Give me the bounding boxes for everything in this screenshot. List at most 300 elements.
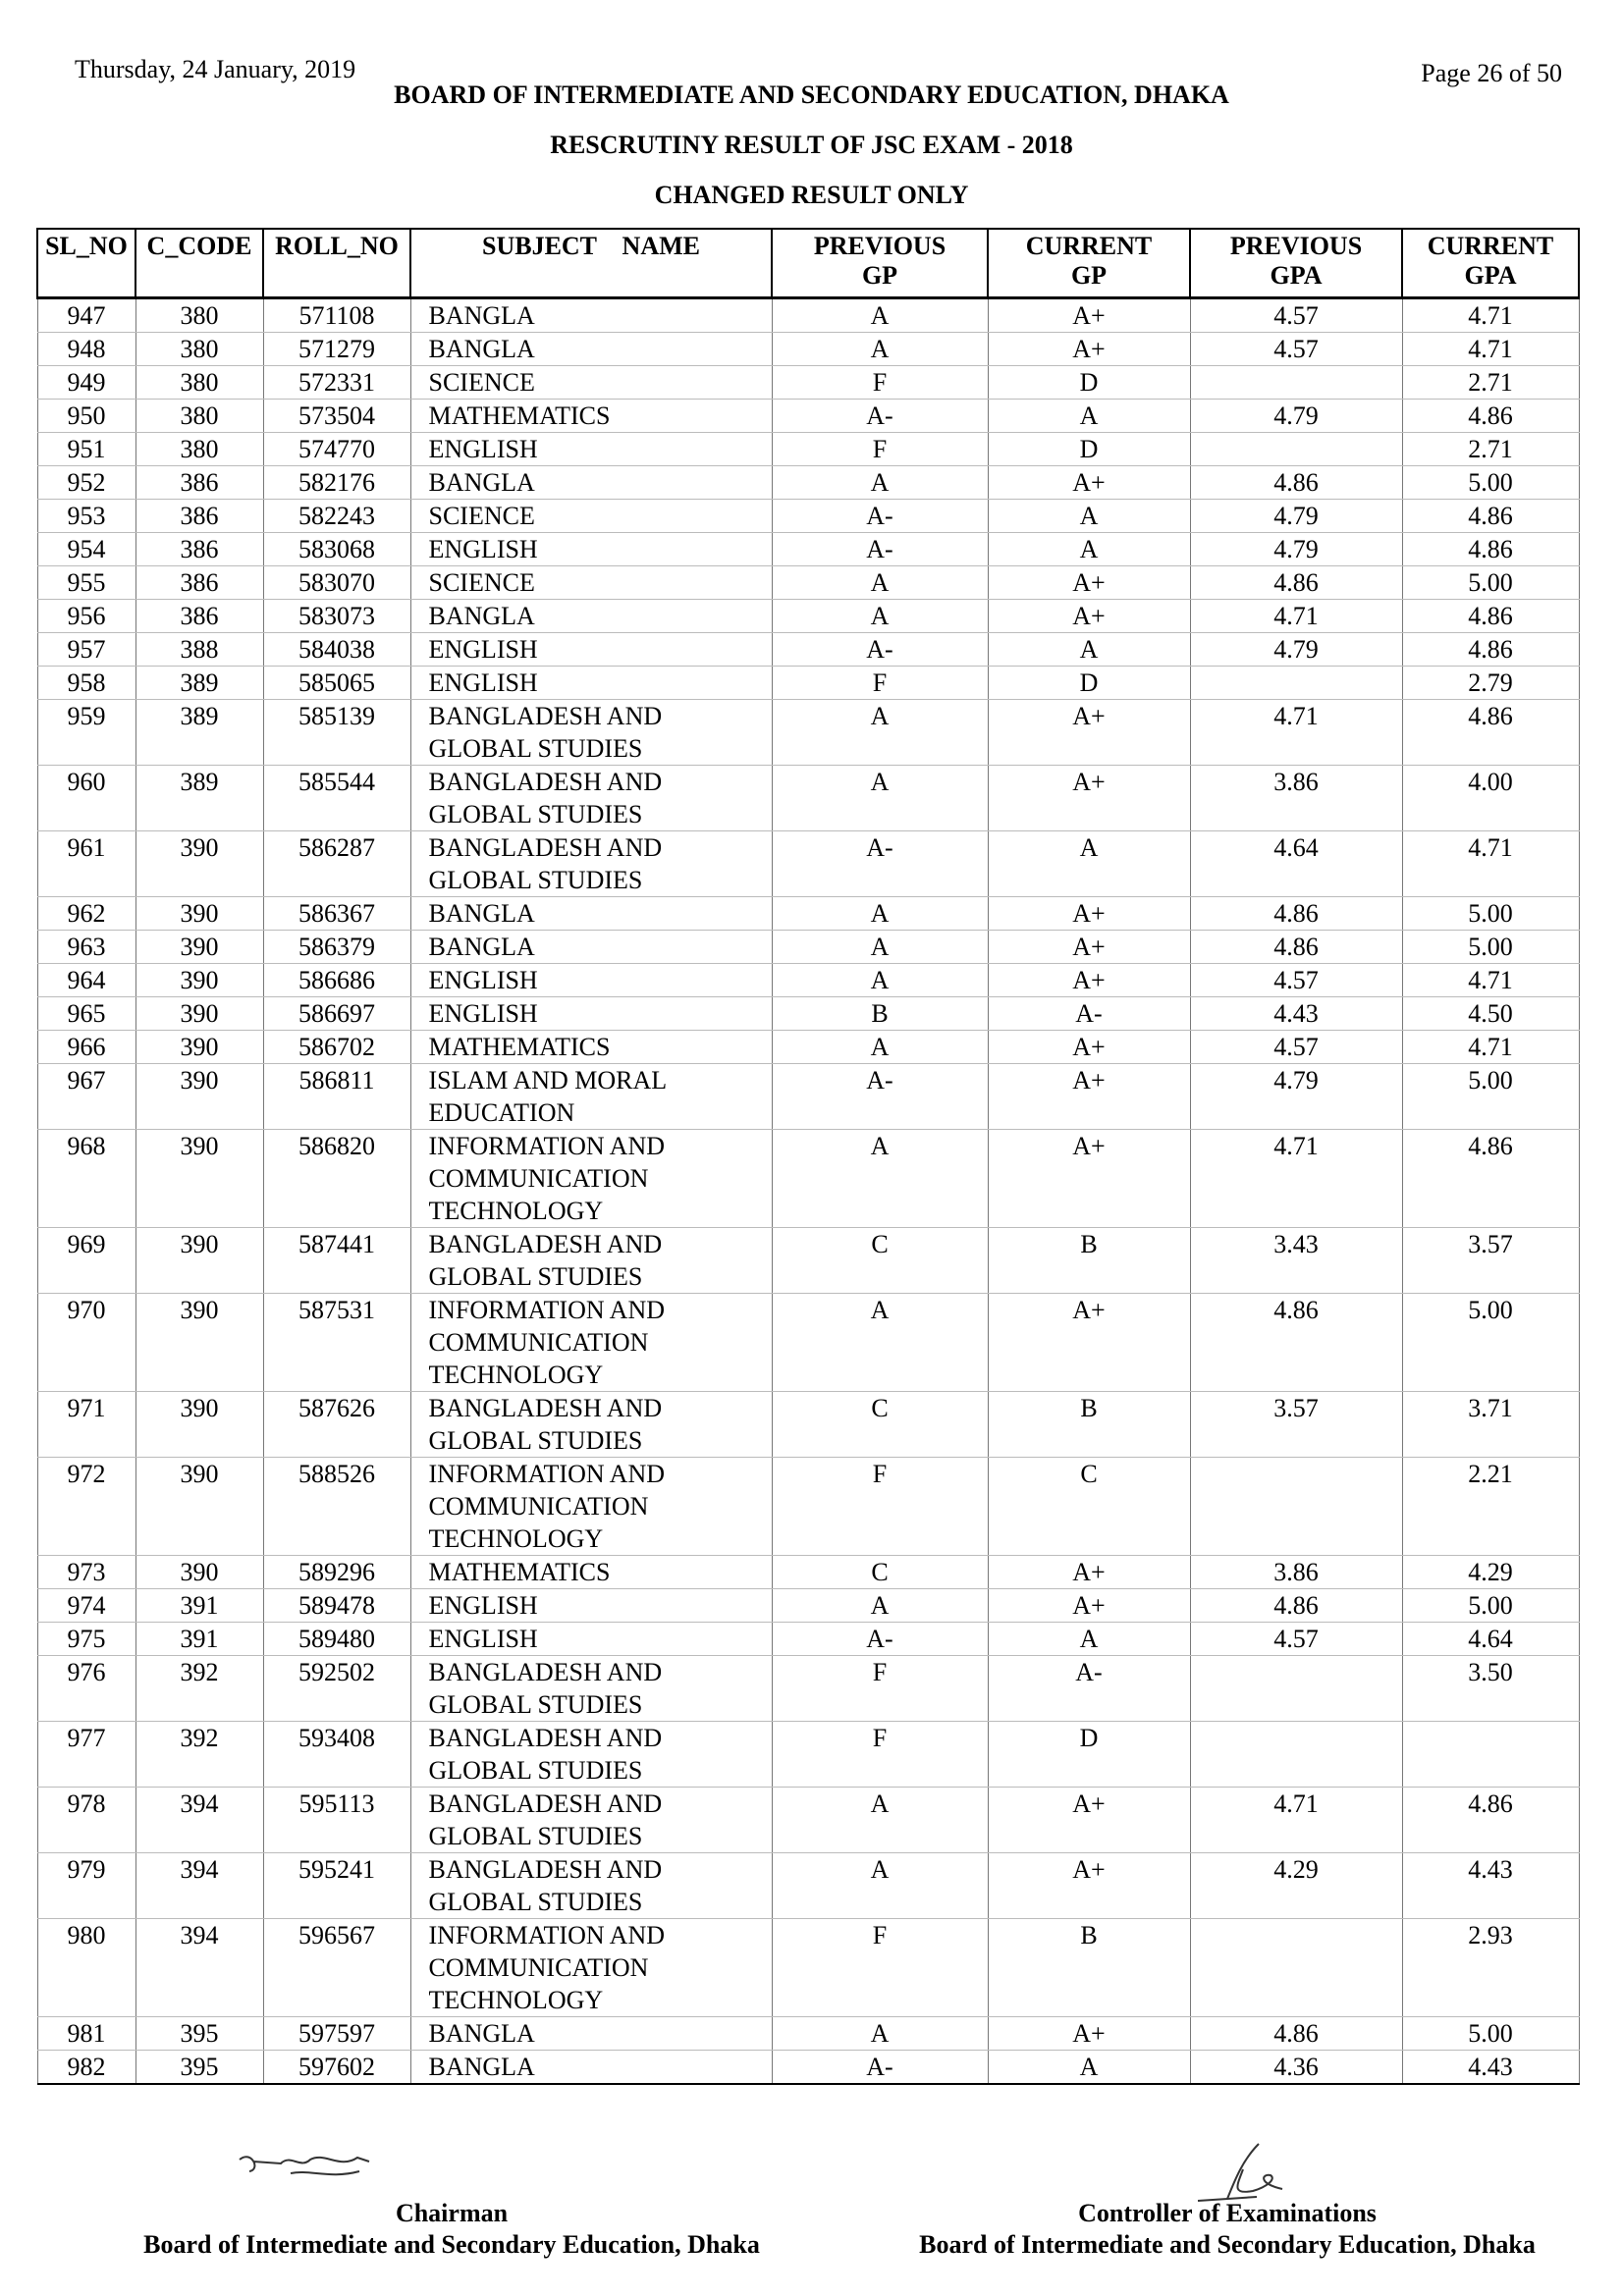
cell-c-code: 380: [135, 366, 263, 400]
cell-subject: [410, 831, 772, 897]
cell-sl-no: 971: [37, 1392, 135, 1458]
cell-roll-no: 583070: [263, 566, 410, 600]
table-row: [37, 500, 1579, 533]
cell-sl-no: 978: [37, 1788, 135, 1853]
cell-previous-gpa: 4.86: [1190, 897, 1402, 931]
cell-current-gpa: 5.00: [1402, 897, 1579, 931]
cell-previous-gp: C: [772, 1556, 988, 1589]
table-row: [37, 533, 1579, 566]
cell-roll-no: 586811: [263, 1064, 410, 1130]
cell-current-gpa: 3.71: [1402, 1392, 1579, 1458]
cell-current-gp: A+: [988, 466, 1190, 500]
cell-current-gp: D: [988, 667, 1190, 700]
cell-current-gp: A-: [988, 1656, 1190, 1722]
subject-line: BANGLA: [428, 2019, 535, 2048]
cell-roll-no: 571279: [263, 333, 410, 366]
cell-previous-gp: A-: [772, 400, 988, 433]
cell-subject: [410, 766, 772, 831]
col-header-current-gpa: CURRENT GPA: [1402, 229, 1579, 298]
cell-c-code: 388: [135, 633, 263, 667]
cell-current-gpa: 4.64: [1402, 1623, 1579, 1656]
cell-previous-gpa: 4.86: [1190, 931, 1402, 964]
table-row: [37, 700, 1579, 766]
cell-c-code: 390: [135, 1294, 263, 1392]
subject-line: MATHEMATICS: [428, 401, 611, 430]
cell-previous-gp: F: [772, 667, 988, 700]
cell-current-gpa: 4.50: [1402, 997, 1579, 1031]
cell-subject: [410, 1392, 772, 1458]
cell-previous-gpa: 4.57: [1190, 333, 1402, 366]
subject-line: BANGLADESH AND: [428, 1789, 663, 1818]
controller-title: Controller of Examinations: [1078, 2199, 1377, 2227]
cell-roll-no: 583068: [263, 533, 410, 566]
table-row: [37, 366, 1579, 400]
subject-line: ENGLISH: [428, 1591, 538, 1620]
cell-previous-gpa: [1190, 667, 1402, 700]
table-row: [37, 1656, 1579, 1722]
cell-sl-no: 979: [37, 1853, 135, 1919]
cell-current-gp: A+: [988, 1556, 1190, 1589]
cell-previous-gp: A-: [772, 2051, 988, 2085]
cell-sl-no: 959: [37, 700, 135, 766]
cell-sl-no: 947: [37, 298, 135, 333]
cell-current-gpa: 4.29: [1402, 1556, 1579, 1589]
cell-previous-gpa: 4.86: [1190, 1294, 1402, 1392]
subject-line: BANGLA: [428, 933, 535, 961]
exam-title: RESCRUTINY RESULT OF JSC EXAM - 2018: [550, 131, 1073, 159]
cell-roll-no: 585065: [263, 667, 410, 700]
cell-subject: [410, 298, 772, 333]
subject-line: COMMUNICATION: [428, 1328, 649, 1357]
cell-c-code: 390: [135, 831, 263, 897]
cell-previous-gpa: 4.79: [1190, 533, 1402, 566]
cell-previous-gp: A-: [772, 533, 988, 566]
cell-current-gpa: 2.93: [1402, 1919, 1579, 2017]
cell-subject: [410, 2017, 772, 2051]
cell-current-gpa: 2.71: [1402, 433, 1579, 466]
cell-previous-gp: A-: [772, 633, 988, 667]
cell-subject: [410, 667, 772, 700]
cell-current-gp: A+: [988, 298, 1190, 333]
subject-line: GLOBAL STUDIES: [428, 1426, 643, 1455]
cell-previous-gpa: 4.86: [1190, 1589, 1402, 1623]
cell-c-code: 390: [135, 1556, 263, 1589]
cell-previous-gpa: 3.86: [1190, 1556, 1402, 1589]
cell-c-code: 386: [135, 533, 263, 566]
subject-line: GLOBAL STUDIES: [428, 866, 643, 894]
cell-current-gpa: 4.71: [1402, 831, 1579, 897]
subject-line: SCIENCE: [428, 502, 535, 530]
cell-current-gpa: 4.86: [1402, 500, 1579, 533]
subject-line: BANGLA: [428, 468, 535, 497]
table-row: [37, 433, 1579, 466]
cell-current-gp: A+: [988, 1294, 1190, 1392]
cell-c-code: 386: [135, 466, 263, 500]
cell-current-gp: A+: [988, 897, 1190, 931]
cell-previous-gp: A: [772, 1294, 988, 1392]
subject-line: COMMUNICATION: [428, 1953, 649, 1982]
cell-c-code: 380: [135, 433, 263, 466]
subject-line: INFORMATION AND: [428, 1132, 666, 1160]
table-row: [37, 1031, 1579, 1064]
table-row: [37, 633, 1579, 667]
subject-line: TECHNOLOGY: [428, 1524, 604, 1553]
cell-roll-no: 595241: [263, 1853, 410, 1919]
cell-roll-no: 586697: [263, 997, 410, 1031]
cell-roll-no: 588526: [263, 1458, 410, 1556]
cell-previous-gpa: 4.29: [1190, 1853, 1402, 1919]
cell-previous-gp: B: [772, 997, 988, 1031]
cell-previous-gp: A-: [772, 831, 988, 897]
cell-c-code: 390: [135, 1031, 263, 1064]
cell-sl-no: 981: [37, 2017, 135, 2051]
cell-previous-gpa: [1190, 433, 1402, 466]
cell-previous-gpa: [1190, 1722, 1402, 1788]
cell-c-code: 389: [135, 766, 263, 831]
cell-c-code: 386: [135, 600, 263, 633]
cell-subject: [410, 466, 772, 500]
cell-previous-gp: A: [772, 1788, 988, 1853]
cell-subject: [410, 931, 772, 964]
table-row: [37, 2051, 1579, 2085]
cell-previous-gpa: 4.79: [1190, 1064, 1402, 1130]
cell-roll-no: 571108: [263, 298, 410, 333]
cell-previous-gpa: 4.86: [1190, 2017, 1402, 2051]
cell-subject: [410, 1458, 772, 1556]
cell-sl-no: 956: [37, 600, 135, 633]
cell-current-gp: A: [988, 633, 1190, 667]
cell-c-code: 390: [135, 1130, 263, 1228]
cell-current-gpa: 5.00: [1402, 1589, 1579, 1623]
cell-previous-gpa: 4.71: [1190, 600, 1402, 633]
col-header-sl-no: SL_NO: [37, 229, 135, 298]
cell-c-code: 390: [135, 931, 263, 964]
cell-sl-no: 970: [37, 1294, 135, 1392]
subject-line: BANGLA: [428, 2053, 535, 2081]
subject-line: SCIENCE: [428, 368, 535, 397]
cell-current-gp: A+: [988, 1064, 1190, 1130]
cell-c-code: 395: [135, 2017, 263, 2051]
cell-current-gp: A: [988, 500, 1190, 533]
cell-sl-no: 958: [37, 667, 135, 700]
cell-c-code: 380: [135, 333, 263, 366]
cell-previous-gp: A: [772, 1589, 988, 1623]
cell-subject: [410, 700, 772, 766]
table-row: [37, 333, 1579, 366]
cell-c-code: 392: [135, 1656, 263, 1722]
cell-roll-no: 593408: [263, 1722, 410, 1788]
cell-previous-gp: F: [772, 1656, 988, 1722]
cell-sl-no: 960: [37, 766, 135, 831]
cell-roll-no: 572331: [263, 366, 410, 400]
cell-roll-no: 587626: [263, 1392, 410, 1458]
cell-sl-no: 973: [37, 1556, 135, 1589]
subject-line: COMMUNICATION: [428, 1164, 649, 1193]
cell-current-gpa: 4.86: [1402, 1130, 1579, 1228]
cell-sl-no: 962: [37, 897, 135, 931]
cell-roll-no: 587441: [263, 1228, 410, 1294]
cell-current-gpa: 5.00: [1402, 466, 1579, 500]
subject-line: SCIENCE: [428, 568, 535, 597]
cell-subject: [410, 1556, 772, 1589]
subject-line: BANGLADESH AND: [428, 702, 663, 730]
cell-previous-gpa: 3.57: [1190, 1392, 1402, 1458]
cell-previous-gp: A: [772, 566, 988, 600]
cell-sl-no: 974: [37, 1589, 135, 1623]
cell-roll-no: 592502: [263, 1656, 410, 1722]
cell-subject: [410, 1130, 772, 1228]
cell-current-gp: C: [988, 1458, 1190, 1556]
cell-current-gp: A+: [988, 566, 1190, 600]
cell-previous-gp: F: [772, 1722, 988, 1788]
table-row: [37, 298, 1579, 333]
cell-roll-no: 586287: [263, 831, 410, 897]
table-row: [37, 566, 1579, 600]
cell-c-code: 380: [135, 400, 263, 433]
subject-line: ENGLISH: [428, 668, 538, 697]
cell-previous-gpa: [1190, 1458, 1402, 1556]
col-header-current-gp: CURRENT GP: [988, 229, 1190, 298]
cell-subject: [410, 500, 772, 533]
cell-previous-gp: A: [772, 964, 988, 997]
cell-subject: [410, 997, 772, 1031]
subject-line: MATHEMATICS: [428, 1033, 611, 1061]
subject-line: BANGLADESH AND: [428, 1394, 663, 1422]
subject-line: ENGLISH: [428, 635, 538, 664]
cell-sl-no: 968: [37, 1130, 135, 1228]
cell-sl-no: 948: [37, 333, 135, 366]
cell-previous-gp: A-: [772, 500, 988, 533]
cell-current-gp: D: [988, 366, 1190, 400]
subject-line: BANGLADESH AND: [428, 768, 663, 796]
cell-previous-gp: F: [772, 1919, 988, 2017]
subject-line: BANGLA: [428, 899, 535, 928]
cell-subject: [410, 433, 772, 466]
subject-line: BANGLA: [428, 602, 535, 630]
table-row: [37, 897, 1579, 931]
subject-line: COMMUNICATION: [428, 1492, 649, 1521]
cell-previous-gp: A: [772, 333, 988, 366]
cell-c-code: 390: [135, 1064, 263, 1130]
cell-roll-no: 584038: [263, 633, 410, 667]
cell-previous-gpa: 4.57: [1190, 1623, 1402, 1656]
cell-current-gpa: [1402, 1722, 1579, 1788]
result-subtitle: CHANGED RESULT ONLY: [654, 181, 969, 209]
cell-sl-no: 982: [37, 2051, 135, 2085]
cell-c-code: 389: [135, 700, 263, 766]
cell-c-code: 389: [135, 667, 263, 700]
cell-subject: [410, 1031, 772, 1064]
cell-previous-gpa: 4.71: [1190, 1788, 1402, 1853]
cell-sl-no: 963: [37, 931, 135, 964]
subject-line: GLOBAL STUDIES: [428, 1888, 643, 1916]
cell-roll-no: 586379: [263, 931, 410, 964]
subject-line: BANGLADESH AND: [428, 1855, 663, 1884]
board-title: BOARD OF INTERMEDIATE AND SECONDARY EDUCATION, DHAKA: [394, 80, 1229, 109]
cell-sl-no: 966: [37, 1031, 135, 1064]
cell-roll-no: 586702: [263, 1031, 410, 1064]
table-row: [37, 600, 1579, 633]
cell-roll-no: 587531: [263, 1294, 410, 1392]
cell-current-gpa: 2.71: [1402, 366, 1579, 400]
cell-current-gp: A+: [988, 1031, 1190, 1064]
cell-sl-no: 972: [37, 1458, 135, 1556]
cell-sl-no: 949: [37, 366, 135, 400]
cell-c-code: 390: [135, 1458, 263, 1556]
subject-line: ISLAM AND MORAL: [428, 1066, 668, 1095]
cell-sl-no: 976: [37, 1656, 135, 1722]
subject-line: ENGLISH: [428, 435, 538, 463]
cell-subject: [410, 1919, 772, 2017]
chairman-signature: [232, 2140, 408, 2194]
cell-sl-no: 969: [37, 1228, 135, 1294]
subject-line: GLOBAL STUDIES: [428, 1756, 643, 1785]
cell-roll-no: 574770: [263, 433, 410, 466]
cell-previous-gpa: 4.79: [1190, 500, 1402, 533]
cell-subject: [410, 566, 772, 600]
cell-current-gp: D: [988, 433, 1190, 466]
cell-subject: [410, 600, 772, 633]
subject-line: BANGLADESH AND: [428, 1658, 663, 1686]
cell-previous-gpa: 4.57: [1190, 964, 1402, 997]
subject-line: BANGLADESH AND: [428, 833, 663, 862]
cell-current-gp: D: [988, 1722, 1190, 1788]
cell-previous-gpa: 4.86: [1190, 566, 1402, 600]
table-row: [37, 1589, 1579, 1623]
cell-current-gp: A+: [988, 766, 1190, 831]
subject-line: ENGLISH: [428, 966, 538, 994]
subject-line: GLOBAL STUDIES: [428, 1262, 643, 1291]
cell-sl-no: 980: [37, 1919, 135, 2017]
cell-c-code: 390: [135, 964, 263, 997]
cell-current-gpa: 5.00: [1402, 1064, 1579, 1130]
cell-current-gp: A: [988, 533, 1190, 566]
cell-sl-no: 967: [37, 1064, 135, 1130]
subject-line: TECHNOLOGY: [428, 1986, 604, 2014]
subject-line: MATHEMATICS: [428, 1558, 611, 1586]
cell-current-gpa: 3.50: [1402, 1656, 1579, 1722]
table-row: [37, 1458, 1579, 1556]
table-row: [37, 1853, 1579, 1919]
subject-line: INFORMATION AND: [428, 1296, 666, 1324]
chairman-title: Chairman: [395, 2199, 509, 2227]
cell-current-gp: B: [988, 1392, 1190, 1458]
cell-roll-no: 589296: [263, 1556, 410, 1589]
cell-current-gp: A+: [988, 333, 1190, 366]
cell-c-code: 391: [135, 1623, 263, 1656]
cell-subject: [410, 897, 772, 931]
subject-line: TECHNOLOGY: [428, 1361, 604, 1389]
subject-line: GLOBAL STUDIES: [428, 734, 643, 763]
cell-current-gpa: 4.43: [1402, 1853, 1579, 1919]
cell-previous-gp: F: [772, 1458, 988, 1556]
cell-subject: [410, 1656, 772, 1722]
cell-roll-no: 589480: [263, 1623, 410, 1656]
cell-current-gpa: 5.00: [1402, 931, 1579, 964]
cell-current-gpa: 4.71: [1402, 964, 1579, 997]
cell-previous-gp: A: [772, 766, 988, 831]
subject-line: TECHNOLOGY: [428, 1197, 604, 1225]
subject-line: ENGLISH: [428, 535, 538, 563]
cell-current-gpa: 5.00: [1402, 2017, 1579, 2051]
cell-previous-gp: A: [772, 897, 988, 931]
cell-c-code: 386: [135, 500, 263, 533]
cell-sl-no: 955: [37, 566, 135, 600]
subject-line: INFORMATION AND: [428, 1460, 666, 1488]
cell-current-gpa: 4.86: [1402, 533, 1579, 566]
cell-previous-gpa: 4.86: [1190, 466, 1402, 500]
cell-roll-no: 582243: [263, 500, 410, 533]
cell-current-gp: B: [988, 1228, 1190, 1294]
cell-subject: [410, 400, 772, 433]
table-row: [37, 2017, 1579, 2051]
cell-current-gp: A+: [988, 964, 1190, 997]
cell-subject: [410, 1064, 772, 1130]
cell-subject: [410, 1722, 772, 1788]
cell-previous-gp: F: [772, 433, 988, 466]
subject-line: BANGLA: [428, 335, 535, 363]
cell-c-code: 391: [135, 1589, 263, 1623]
cell-current-gp: A+: [988, 1130, 1190, 1228]
table-row: [37, 1294, 1579, 1392]
cell-c-code: 394: [135, 1853, 263, 1919]
cell-roll-no: 586820: [263, 1130, 410, 1228]
table-row: [37, 831, 1579, 897]
results-table: [36, 228, 1580, 2085]
cell-previous-gp: A: [772, 298, 988, 333]
col-header-previous-gp: PREVIOUS GP: [772, 229, 988, 298]
cell-current-gp: A-: [988, 997, 1190, 1031]
subject-line: EDUCATION: [428, 1098, 575, 1127]
cell-c-code: 394: [135, 1919, 263, 2017]
cell-sl-no: 952: [37, 466, 135, 500]
cell-current-gpa: 2.79: [1402, 667, 1579, 700]
cell-current-gpa: 4.00: [1402, 766, 1579, 831]
cell-previous-gpa: [1190, 1656, 1402, 1722]
cell-current-gpa: 4.86: [1402, 400, 1579, 433]
cell-current-gpa: 2.21: [1402, 1458, 1579, 1556]
cell-roll-no: 595113: [263, 1788, 410, 1853]
cell-current-gp: A+: [988, 2017, 1190, 2051]
cell-previous-gp: A: [772, 600, 988, 633]
cell-current-gp: A: [988, 1623, 1190, 1656]
cell-roll-no: 597597: [263, 2017, 410, 2051]
cell-previous-gpa: 4.79: [1190, 633, 1402, 667]
cell-current-gpa: 4.86: [1402, 700, 1579, 766]
cell-roll-no: 582176: [263, 466, 410, 500]
table-row: [37, 1228, 1579, 1294]
cell-subject: [410, 1589, 772, 1623]
cell-previous-gp: F: [772, 366, 988, 400]
subject-line: BANGLADESH AND: [428, 1724, 663, 1752]
print-date: Thursday, 24 January, 2019: [75, 55, 356, 83]
cell-subject: [410, 1853, 772, 1919]
cell-previous-gpa: 4.71: [1190, 1130, 1402, 1228]
cell-sl-no: 953: [37, 500, 135, 533]
cell-previous-gp: A-: [772, 1064, 988, 1130]
cell-previous-gpa: [1190, 1919, 1402, 2017]
cell-current-gp: A: [988, 831, 1190, 897]
cell-current-gpa: 4.71: [1402, 333, 1579, 366]
cell-previous-gpa: 4.36: [1190, 2051, 1402, 2085]
col-header-subject: SUBJECT NAME: [410, 229, 772, 298]
cell-sl-no: 950: [37, 400, 135, 433]
cell-c-code: 390: [135, 897, 263, 931]
table-row: [37, 1130, 1579, 1228]
cell-sl-no: 975: [37, 1623, 135, 1656]
cell-current-gpa: 5.00: [1402, 566, 1579, 600]
subject-line: BANGLADESH AND: [428, 1230, 663, 1258]
